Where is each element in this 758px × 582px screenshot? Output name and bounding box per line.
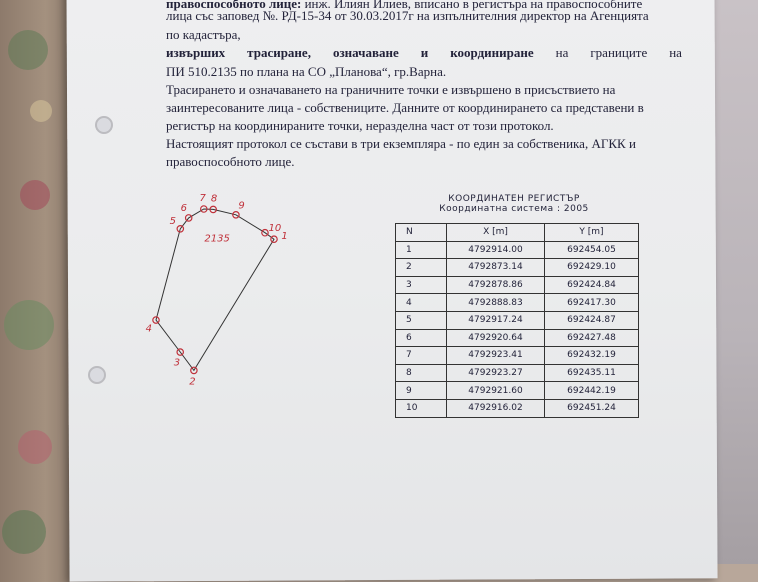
cell-x: 4792920.64 [447,329,545,347]
punch-hole-bottom [88,366,106,384]
cell-y: 692427.48 [545,329,639,347]
register-title: КООРДИНАТЕН РЕГИСТЪР [448,194,580,204]
cell-x: 4792916.02 [447,399,545,417]
cell-y: 692454.05 [545,241,639,259]
text-line-2: лица със заповед №. РД-15-34 от 30.03.2017г на изпълнителния директор на Агенцията [166,8,649,23]
word: на [555,45,569,60]
table-row [396,399,639,417]
coordinate-register-table [395,223,639,418]
cell-x: 4792923.27 [447,364,545,382]
cell-n: 8 [396,364,447,382]
text-line-1-bold: правоспособното лице: [166,0,302,11]
cell-n: 4 [396,294,447,312]
table-header-row [396,224,639,242]
table-row [396,276,639,294]
boundary-point-label: 2 [189,376,196,388]
register-title-block [434,194,594,214]
boundary-point-label: 8 [210,193,218,205]
text-line-9: Настоящият протокол се състави в три екземпляра - по един за собственика, АГКК и [166,136,636,151]
table-row [396,294,639,312]
cell-n: 5 [396,311,447,329]
cell-n: 10 [396,399,447,417]
cell-n: 6 [396,329,447,347]
header-n: N [396,224,447,242]
table-row [396,241,639,259]
cell-y: 692424.84 [545,276,639,294]
text-line-1-rest: инж. Илиян Илиев, вписано в регистъра на правоспособните [301,0,643,11]
table-row [396,364,639,382]
parcel-sketch [140,195,300,400]
cell-y: 692429.10 [545,259,639,277]
text-line-6: Трасирането и означаването на граничните точки е извършено в присъствието на [166,82,616,97]
boundary-point-label: 7 [199,193,206,205]
parcel-sketch-svg [140,195,300,400]
cell-x: 4792888.83 [447,294,545,312]
cell-y: 692432.19 [545,347,639,365]
table-row [396,329,639,347]
table-row [396,259,639,277]
word: на [669,45,682,60]
cell-y: 692417.30 [545,294,639,312]
table-row [396,347,639,365]
cell-x: 4792923.41 [447,347,545,365]
cell-y: 692435.11 [545,364,639,382]
word: координиране [450,45,534,60]
table-row [396,382,639,400]
cell-x: 4792921.60 [447,382,545,400]
boundary-point-label: 6 [180,203,188,215]
text-line-7: заинтересованите лица - собствениците. Данните от координирането са представени в [166,100,644,115]
word: означаване [332,45,399,60]
word: и [420,45,429,60]
cell-n: 7 [396,347,447,365]
cell-x: 4792917.24 [447,311,545,329]
register-subtitle: Координатна система : 2005 [439,204,589,214]
word: извърших [166,45,226,60]
boundary-point-label: 10 [268,222,282,234]
parcel-number-label: 2135 [204,233,230,245]
text-line-8: регистър на координираните точки, неразделна част от този протокол. [166,118,554,133]
boundary-point-label: 9 [238,200,245,212]
boundary-point-label: 4 [145,323,152,335]
text-line-3: по кадастъра, [166,27,241,42]
boundary-point-label: 1 [281,230,288,242]
cell-y: 692451.24 [545,399,639,417]
header-x: X [m] [447,224,545,242]
word: трасиране, [247,45,311,60]
text-line-5: ПИ 510.2135 по плана на СО „Планова“, гр.Варна. [166,64,447,79]
text-line-4 [166,45,682,61]
cell-n: 2 [396,259,447,277]
cell-n: 9 [396,382,447,400]
cell-x: 4792914.00 [447,241,545,259]
cell-x: 4792873.14 [447,259,545,277]
cell-x: 4792878.86 [447,276,545,294]
cell-y: 692424.87 [545,311,639,329]
boundary-point-label: 3 [173,357,181,369]
text-line-10: правоспособното лице. [166,154,295,169]
cell-n: 3 [396,276,447,294]
header-y: Y [m] [545,224,639,242]
table-row [396,311,639,329]
cell-n: 1 [396,241,447,259]
punch-hole-top [95,116,113,134]
cell-y: 692442.19 [545,382,639,400]
word: границите [590,45,648,60]
boundary-point-label: 5 [169,215,176,227]
